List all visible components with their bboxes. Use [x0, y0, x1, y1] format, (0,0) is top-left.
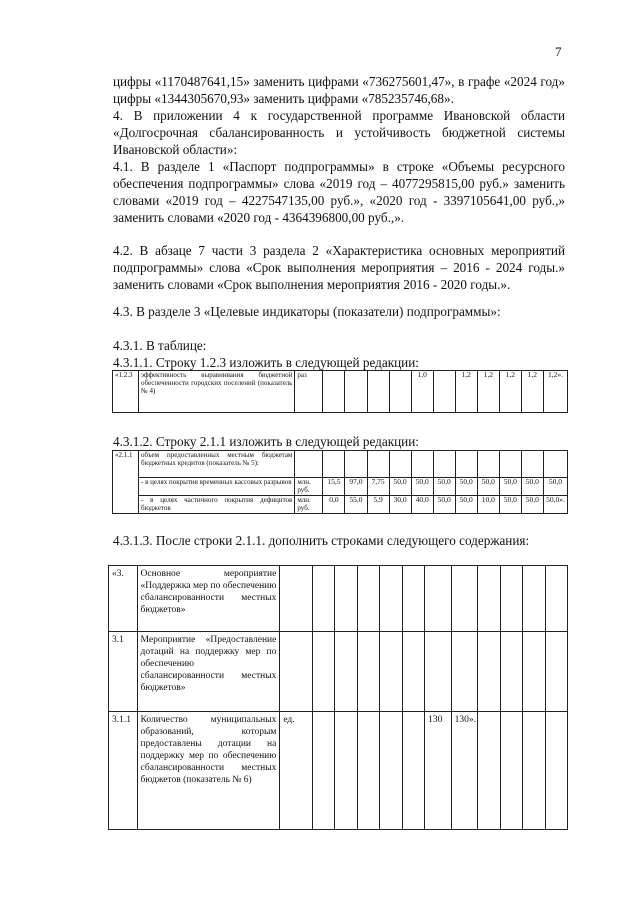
sub-indicator-name: - в целях покрытия временных кассовых разрывов — [139, 478, 295, 496]
value-cell — [425, 632, 452, 712]
table-row-2-1-1 — [112, 450, 568, 514]
value-cell — [425, 566, 452, 632]
value-cell: 1,2 — [521, 371, 543, 413]
value-cell — [357, 712, 379, 830]
unit: млн. руб. — [295, 478, 323, 496]
paragraph-7: 4.3.1.1. Строку 1.2.3 изложить в следующей редакции: — [113, 355, 419, 370]
value-cell — [523, 632, 545, 712]
value-cell — [545, 712, 568, 830]
value-cell — [523, 712, 545, 830]
indicator-name: Мероприятие «Предоставление дотаций на поддержку мер по обеспечению сбалансированности местных бюджетов» — [137, 632, 280, 712]
unit: млн. руб. — [295, 496, 323, 514]
indicator-name: Количество муниципальных образований, которым предоставлены дотации на поддержку мер по обеспечению сбалансированности местных бюджетов (показатель № 6) — [137, 712, 280, 830]
paragraph-5: 4.3. В разделе 3 «Целевые индикаторы (показатели) подпрограммы»: — [113, 304, 501, 319]
paragraph-8: 4.3.1.2. Строку 2.1.1 изложить в следующей редакции: — [113, 434, 419, 449]
value-cell — [402, 566, 424, 632]
value-cell: 50,0 — [499, 496, 521, 514]
value-cell: 40,0 — [411, 496, 433, 514]
value-cell — [357, 566, 379, 632]
value-cell — [478, 712, 500, 830]
value-cell: 130 — [425, 712, 452, 830]
value-cell: 50,0 — [543, 478, 567, 496]
paragraph-3: 4.1. В разделе 1 «Паспорт подпрограммы» в строке «Объемы ресурсного обеспечения подпрограммы» слова «2019 год – 4077295815,00 руб.» заменить словами «2019 год – 4227547135,00 руб.», «2020 год - 3397105641,00 руб.,» заменить словами «2020 год - 4364396800,00 руб.,». — [113, 159, 565, 225]
value-cell — [451, 632, 478, 712]
value-cell — [335, 712, 357, 830]
value-cell — [523, 566, 545, 632]
value-cell — [451, 566, 478, 632]
value-cell: 50,0 — [433, 496, 455, 514]
value-cell — [380, 712, 402, 830]
value-cell: 50,0 — [455, 496, 477, 514]
value-cell — [433, 371, 455, 413]
value-cell — [545, 566, 568, 632]
value-cell: 97,0 — [345, 478, 367, 496]
value-cell: 1,2 — [499, 371, 521, 413]
value-cell — [335, 632, 357, 712]
value-cell — [345, 371, 367, 413]
value-cell: 55,0 — [345, 496, 367, 514]
value-cell — [402, 712, 424, 830]
value-cell: 1,2 — [477, 371, 499, 413]
value-cell — [367, 371, 389, 413]
row-number: «2.1.1 — [113, 451, 139, 514]
paragraph-1: цифры «1170487641,15» заменить цифрами «736275601,47», в графе «2024 год» цифры «1344305670,93» заменить цифрами «785235746,68». — [113, 74, 565, 106]
value-cell — [500, 566, 522, 632]
value-cell: 50,0 — [521, 478, 543, 496]
value-cell — [357, 632, 379, 712]
value-cell — [478, 632, 500, 712]
value-cell: 50,0 — [499, 478, 521, 496]
value-cell: 50,0 — [411, 478, 433, 496]
unit — [280, 566, 313, 632]
value-cell — [402, 632, 424, 712]
value-cell: 30,0 — [389, 496, 411, 514]
value-cell: 1,0 — [411, 371, 433, 413]
indicator-name: Основное мероприятие «Поддержка мер по обеспечению сбалансированности местных бюджетов» — [137, 566, 280, 632]
value-cell: 130». — [451, 712, 478, 830]
value-cell — [312, 712, 334, 830]
row-number: «1.2.3 — [113, 371, 139, 413]
value-cell: 1,2 — [455, 371, 477, 413]
indicator-name: эффективность выравнивания бюджетной обеспеченности городских поселений (показатель № 4) — [139, 371, 295, 413]
table-row-1-2-3 — [112, 370, 568, 413]
value-cell — [500, 712, 522, 830]
value-cell: 50,0 — [433, 478, 455, 496]
value-cell: 50,0 — [389, 478, 411, 496]
value-cell: 1,2». — [543, 371, 567, 413]
value-cell: 5,9 — [367, 496, 389, 514]
row-number: «3. — [109, 566, 138, 632]
paragraph-6: 4.3.1. В таблице: — [113, 338, 207, 353]
value-cell: 50,0 — [477, 478, 499, 496]
value-cell — [389, 371, 411, 413]
value-cell: 50,0 — [521, 496, 543, 514]
table-new-rows — [108, 565, 568, 830]
value-cell — [323, 371, 345, 413]
value-cell: 10,0 — [477, 496, 499, 514]
paragraph-4: 4.2. В абзаце 7 части 3 раздела 2 «Характеристика основных мероприятий подпрограммы» слова «Срок выполнения мероприятия – 2016 - 2024 годы.» заменить словами «Срок выполнения мероприятия 2016 - 2020 годы.». — [113, 243, 565, 292]
value-cell: 15,5 — [323, 478, 345, 496]
indicator-name: объем предоставленных местным бюджетам бюджетных кредитов (показатель № 5): — [139, 451, 295, 478]
value-cell — [380, 566, 402, 632]
value-cell — [312, 632, 334, 712]
paragraph-2: 4. В приложении 4 к государственной программе Ивановской области «Долгосрочная сбалансированность и устойчивость бюджетной системы Ивановской области»: — [113, 108, 565, 157]
value-cell: 0,0 — [323, 496, 345, 514]
unit: раз — [295, 371, 323, 413]
value-cell: 7,75 — [367, 478, 389, 496]
unit — [280, 632, 313, 712]
row-number: 3.1.1 — [109, 712, 138, 830]
row-number: 3.1 — [109, 632, 138, 712]
value-cell — [545, 632, 568, 712]
unit: ед. — [280, 712, 313, 830]
value-cell — [312, 566, 334, 632]
sub-indicator-name: - в целях частичного покрытия дефицитов бюджетов — [139, 496, 295, 514]
paragraph-9: 4.3.1.3. После строки 2.1.1. дополнить строками следующего содержания: — [113, 533, 530, 548]
value-cell — [335, 566, 357, 632]
value-cell — [380, 632, 402, 712]
value-cell — [478, 566, 500, 632]
page-number: 7 — [555, 44, 562, 59]
value-cell: 50,0». — [543, 496, 567, 514]
value-cell: 50,0 — [455, 478, 477, 496]
value-cell — [500, 632, 522, 712]
